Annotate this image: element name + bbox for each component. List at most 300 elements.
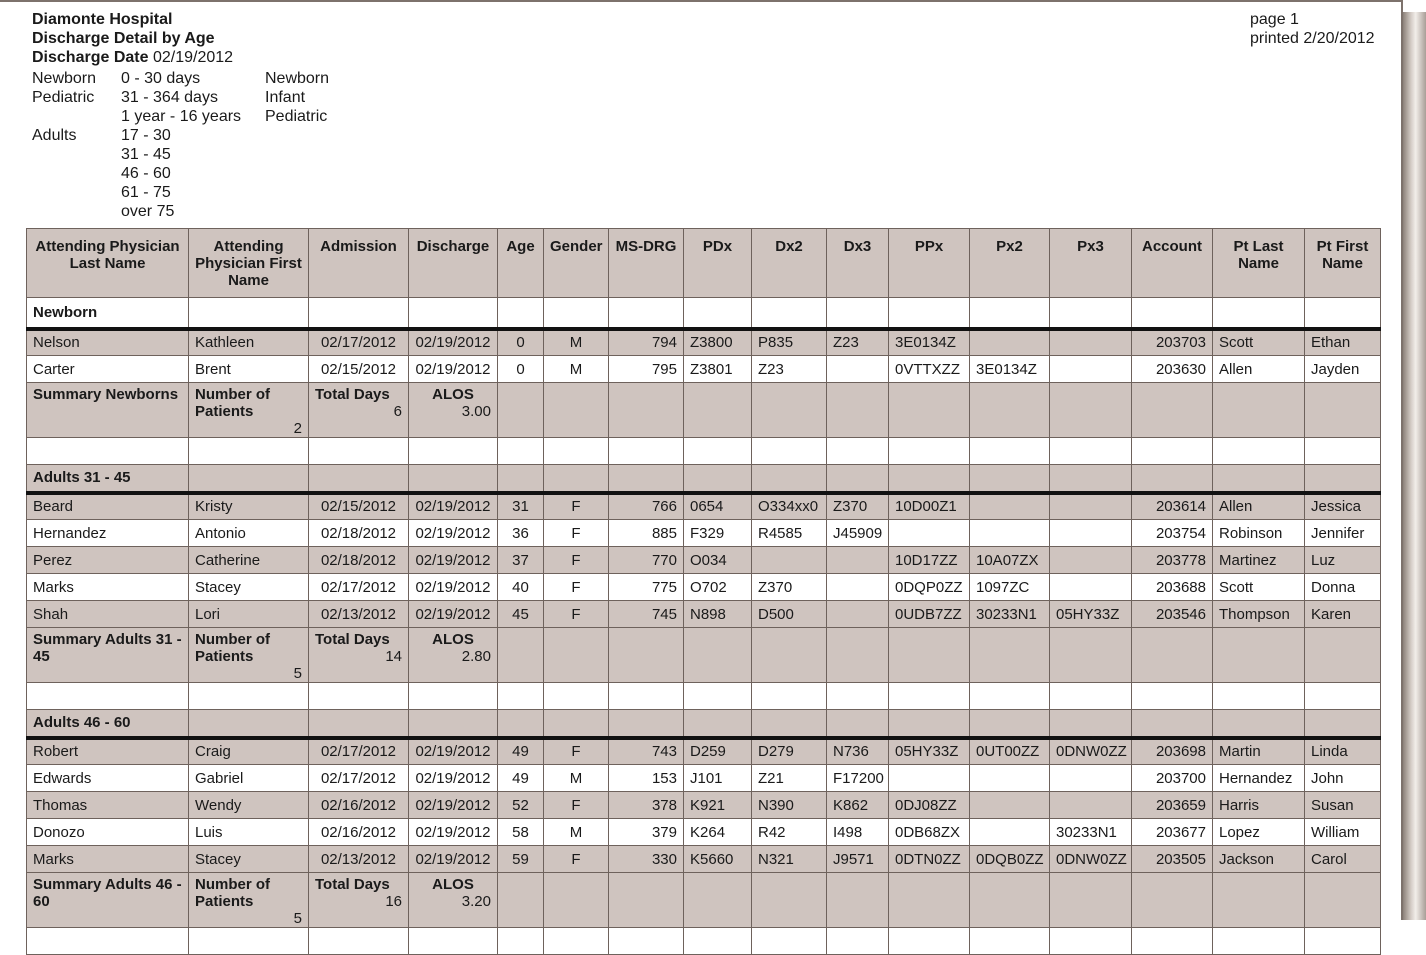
summary-row <box>27 628 1381 683</box>
table-cell: 02/18/2012 <box>309 547 409 574</box>
column-header: Px2 <box>970 229 1050 298</box>
empty-cell <box>409 710 498 738</box>
column-header: Dx2 <box>752 229 827 298</box>
empty-cell <box>889 628 970 683</box>
table-cell: K921 <box>684 792 752 819</box>
empty-cell <box>1213 683 1305 710</box>
empty-cell <box>752 873 827 928</box>
empty-cell <box>970 683 1050 710</box>
table-cell: 59 <box>498 846 544 873</box>
empty-cell <box>889 710 970 738</box>
table-cell: Ethan <box>1305 329 1381 356</box>
legend-range: 1 year - 16 years <box>121 108 242 125</box>
table-cell: 02/13/2012 <box>309 846 409 873</box>
table-cell: Craig <box>189 738 309 765</box>
empty-cell <box>1305 438 1381 465</box>
summary-label: Summary Adults 31 - 45 <box>27 628 189 683</box>
empty-cell <box>1213 298 1305 329</box>
table-cell: 203754 <box>1132 520 1213 547</box>
empty-cell <box>889 683 970 710</box>
empty-cell <box>889 873 970 928</box>
table-cell: 745 <box>609 601 684 628</box>
summary-row <box>27 383 1381 438</box>
table-cell: Z370 <box>827 493 889 520</box>
table-cell: Linda <box>1305 738 1381 765</box>
alos-label: ALOS <box>432 631 474 648</box>
empty-cell <box>1132 298 1213 329</box>
summary-row <box>27 873 1381 928</box>
table-cell: D500 <box>752 601 827 628</box>
table-cell: Martinez <box>1213 547 1305 574</box>
table-cell: Jennifer <box>1305 520 1381 547</box>
group-name: Adults 46 - 60 <box>27 710 189 738</box>
empty-cell <box>1305 873 1381 928</box>
column-header: PPx <box>889 229 970 298</box>
empty-cell <box>498 383 544 438</box>
discharge-table <box>26 228 1381 955</box>
page-info <box>1250 10 1375 48</box>
table-cell: 02/17/2012 <box>309 738 409 765</box>
empty-cell <box>27 438 189 465</box>
patients-count: 2 <box>293 420 302 437</box>
legend-range: 61 - 75 <box>121 184 171 201</box>
empty-cell <box>609 683 684 710</box>
empty-cell <box>1305 710 1381 738</box>
table-cell: 3E0134Z <box>970 356 1050 383</box>
empty-cell <box>498 465 544 493</box>
patients-label: Number of Patients <box>195 631 270 665</box>
table-cell: Gabriel <box>189 765 309 792</box>
empty-cell <box>752 298 827 329</box>
blank-row <box>27 683 1381 710</box>
empty-cell <box>752 683 827 710</box>
empty-cell <box>1213 873 1305 928</box>
column-header: PDx <box>684 229 752 298</box>
empty-cell <box>498 683 544 710</box>
legend-type: Infant <box>265 89 306 106</box>
table-cell: 378 <box>609 792 684 819</box>
table-cell: 02/19/2012 <box>409 547 498 574</box>
table-cell: Edwards <box>27 765 189 792</box>
empty-cell <box>189 438 309 465</box>
empty-cell <box>309 465 409 493</box>
legend-range: 0 - 30 days <box>121 70 201 87</box>
hospital-name: Diamonte Hospital <box>32 11 173 28</box>
table-cell: 153 <box>609 765 684 792</box>
table-cell: N736 <box>827 738 889 765</box>
table-cell: 0VTTXZZ <box>889 356 970 383</box>
table-cell: N390 <box>752 792 827 819</box>
legend-group: Newborn <box>32 70 97 87</box>
table-cell <box>970 819 1050 846</box>
empty-cell <box>827 628 889 683</box>
table-cell: 02/19/2012 <box>409 765 498 792</box>
table-cell: Allen <box>1213 356 1305 383</box>
empty-cell <box>544 683 609 710</box>
column-header-row <box>27 229 1381 298</box>
table-cell <box>970 329 1050 356</box>
table-cell: Stacey <box>189 574 309 601</box>
table-cell: F <box>544 493 609 520</box>
alos <box>409 873 498 928</box>
printed-date: printed 2/20/2012 <box>1250 30 1375 47</box>
table-row[interactable] <box>27 846 1381 873</box>
table-cell: 0DNW0ZZ <box>1050 738 1132 765</box>
table-cell <box>1050 765 1132 792</box>
table-cell: Nelson <box>27 329 189 356</box>
table-cell: 775 <box>609 574 684 601</box>
table-cell: 0DJ08ZZ <box>889 792 970 819</box>
table-cell: 49 <box>498 738 544 765</box>
empty-cell <box>684 383 752 438</box>
table-cell: William <box>1305 819 1381 846</box>
empty-cell <box>1132 928 1213 955</box>
table-cell: 203778 <box>1132 547 1213 574</box>
table-cell: Allen <box>1213 493 1305 520</box>
empty-cell <box>970 438 1050 465</box>
empty-cell <box>1132 438 1213 465</box>
total-days <box>309 628 409 683</box>
total-days-label: Total Days <box>315 631 390 648</box>
legend-range: over 75 <box>121 203 175 220</box>
empty-cell <box>1132 465 1213 493</box>
table-cell: K264 <box>684 819 752 846</box>
table-cell: Marks <box>27 574 189 601</box>
table-cell: 02/18/2012 <box>309 520 409 547</box>
number-of-patients <box>189 873 309 928</box>
table-cell: 0DTN0ZZ <box>889 846 970 873</box>
table-cell: 0DQB0ZZ <box>970 846 1050 873</box>
table-cell: F <box>544 520 609 547</box>
table-cell: 330 <box>609 846 684 873</box>
empty-cell <box>684 928 752 955</box>
table-cell: M <box>544 765 609 792</box>
legend-type: Pediatric <box>265 108 328 125</box>
table-cell <box>827 601 889 628</box>
table-cell: 885 <box>609 520 684 547</box>
empty-cell <box>1050 683 1132 710</box>
table-cell: 02/16/2012 <box>309 792 409 819</box>
table-cell: Hernandez <box>27 520 189 547</box>
empty-cell <box>309 710 409 738</box>
table-cell <box>1050 520 1132 547</box>
empty-cell <box>1132 683 1213 710</box>
table-cell: 203677 <box>1132 819 1213 846</box>
table-cell: 49 <box>498 765 544 792</box>
empty-cell <box>609 383 684 438</box>
table-cell: Lopez <box>1213 819 1305 846</box>
empty-cell <box>684 628 752 683</box>
empty-cell <box>409 928 498 955</box>
table-row[interactable] <box>27 792 1381 819</box>
empty-cell <box>827 873 889 928</box>
table-cell: R4585 <box>752 520 827 547</box>
empty-cell <box>544 298 609 329</box>
empty-cell <box>889 438 970 465</box>
group-header-row <box>27 298 1381 329</box>
table-cell: 30233N1 <box>1050 819 1132 846</box>
empty-cell <box>189 298 309 329</box>
table-cell <box>970 765 1050 792</box>
table-cell: Brent <box>189 356 309 383</box>
empty-cell <box>684 683 752 710</box>
table-cell: Carter <box>27 356 189 383</box>
empty-cell <box>1050 928 1132 955</box>
table-cell: Shah <box>27 601 189 628</box>
empty-cell <box>827 465 889 493</box>
table-cell: 02/17/2012 <box>309 329 409 356</box>
empty-cell <box>684 465 752 493</box>
table-cell: 58 <box>498 819 544 846</box>
empty-cell <box>189 683 309 710</box>
table-row[interactable] <box>27 601 1381 628</box>
empty-cell <box>544 928 609 955</box>
table-cell <box>1050 574 1132 601</box>
table-cell: 203703 <box>1132 329 1213 356</box>
table-cell: 37 <box>498 547 544 574</box>
table-cell: F <box>544 574 609 601</box>
table-cell: K862 <box>827 792 889 819</box>
empty-cell <box>498 710 544 738</box>
table-cell: 02/19/2012 <box>409 520 498 547</box>
column-header: Attending Physician First Name <box>189 229 309 298</box>
empty-cell <box>970 710 1050 738</box>
empty-cell <box>1305 465 1381 493</box>
column-header: Dx3 <box>827 229 889 298</box>
group-header-row <box>27 465 1381 493</box>
table-cell: 02/19/2012 <box>409 493 498 520</box>
empty-cell <box>684 873 752 928</box>
empty-cell <box>889 928 970 955</box>
table-cell: Martin <box>1213 738 1305 765</box>
empty-cell <box>1213 710 1305 738</box>
empty-cell <box>544 438 609 465</box>
table-cell: Donozo <box>27 819 189 846</box>
table-cell: F <box>544 547 609 574</box>
page-edge-top <box>1403 0 1426 12</box>
table-cell: 770 <box>609 547 684 574</box>
empty-cell <box>1050 383 1132 438</box>
table-cell: 203614 <box>1132 493 1213 520</box>
table-cell: 36 <box>498 520 544 547</box>
table-cell: M <box>544 819 609 846</box>
table-cell <box>827 547 889 574</box>
column-header: Pt Last Name <box>1213 229 1305 298</box>
table-cell: P835 <box>752 329 827 356</box>
table-cell: Susan <box>1305 792 1381 819</box>
table-cell: 0 <box>498 329 544 356</box>
table-cell: 3E0134Z <box>889 329 970 356</box>
legend-group: Pediatric <box>32 89 95 106</box>
table-row[interactable] <box>27 765 1381 792</box>
table-cell: 0 <box>498 356 544 383</box>
empty-cell <box>827 298 889 329</box>
empty-cell <box>1050 465 1132 493</box>
table-cell: O334xx0 <box>752 493 827 520</box>
empty-cell <box>827 928 889 955</box>
table-cell: 31 <box>498 493 544 520</box>
legend-range: 31 - 45 <box>121 146 171 163</box>
empty-cell <box>609 465 684 493</box>
empty-cell <box>1213 465 1305 493</box>
empty-cell <box>609 710 684 738</box>
empty-cell <box>409 683 498 710</box>
table-row[interactable] <box>27 547 1381 574</box>
empty-cell <box>970 628 1050 683</box>
table-cell <box>889 520 970 547</box>
table-cell: 203688 <box>1132 574 1213 601</box>
table-cell: 795 <box>609 356 684 383</box>
table-cell: Scott <box>1213 574 1305 601</box>
table-row[interactable] <box>27 356 1381 383</box>
table-cell: F329 <box>684 520 752 547</box>
empty-cell <box>889 465 970 493</box>
table-cell: Z3801 <box>684 356 752 383</box>
empty-cell <box>1050 873 1132 928</box>
empty-cell <box>889 383 970 438</box>
empty-cell <box>827 438 889 465</box>
table-cell: R42 <box>752 819 827 846</box>
table-cell: Thomas <box>27 792 189 819</box>
table-cell: 02/19/2012 <box>409 819 498 846</box>
table-cell: Kathleen <box>189 329 309 356</box>
empty-cell <box>609 438 684 465</box>
empty-cell <box>498 873 544 928</box>
table-cell: Thompson <box>1213 601 1305 628</box>
empty-cell <box>752 465 827 493</box>
empty-cell <box>409 438 498 465</box>
table-cell: 02/15/2012 <box>309 493 409 520</box>
empty-cell <box>827 383 889 438</box>
empty-cell <box>1050 298 1132 329</box>
empty-cell <box>1132 710 1213 738</box>
empty-cell <box>544 628 609 683</box>
table-cell: J101 <box>684 765 752 792</box>
table-cell: 05HY33Z <box>1050 601 1132 628</box>
patients-count: 5 <box>293 910 302 927</box>
patients-label: Number of Patients <box>195 386 270 420</box>
table-cell: F17200 <box>827 765 889 792</box>
empty-cell <box>970 383 1050 438</box>
table-cell: 10D17ZZ <box>889 547 970 574</box>
empty-cell <box>498 628 544 683</box>
table-cell: Harris <box>1213 792 1305 819</box>
empty-cell <box>1305 298 1381 329</box>
empty-cell <box>1050 438 1132 465</box>
table-cell: Robert <box>27 738 189 765</box>
table-cell: J9571 <box>827 846 889 873</box>
table-cell: Robinson <box>1213 520 1305 547</box>
table-cell: F <box>544 601 609 628</box>
total-days <box>309 383 409 438</box>
table-cell: 203505 <box>1132 846 1213 873</box>
table-row[interactable] <box>27 493 1381 520</box>
table-cell: Z370 <box>752 574 827 601</box>
table-cell: 0DB68ZX <box>889 819 970 846</box>
empty-cell <box>684 710 752 738</box>
table-cell: Stacey <box>189 846 309 873</box>
table-cell <box>1050 493 1132 520</box>
alos <box>409 383 498 438</box>
table-cell: 0UDB7ZZ <box>889 601 970 628</box>
empty-cell <box>970 465 1050 493</box>
empty-cell <box>544 383 609 438</box>
empty-cell <box>752 928 827 955</box>
table-row[interactable] <box>27 574 1381 601</box>
empty-cell <box>409 465 498 493</box>
table-cell: John <box>1305 765 1381 792</box>
table-cell: Jayden <box>1305 356 1381 383</box>
table-cell: Z21 <box>752 765 827 792</box>
empty-cell <box>1213 928 1305 955</box>
table-cell: 02/13/2012 <box>309 601 409 628</box>
table-cell: F <box>544 738 609 765</box>
empty-cell <box>827 683 889 710</box>
group-name: Newborn <box>27 298 189 329</box>
empty-cell <box>1050 710 1132 738</box>
table-row[interactable] <box>27 738 1381 765</box>
empty-cell <box>1305 628 1381 683</box>
table-cell: 203630 <box>1132 356 1213 383</box>
column-header: Px3 <box>1050 229 1132 298</box>
column-header: Gender <box>544 229 609 298</box>
table-cell: Hernandez <box>1213 765 1305 792</box>
table-cell: 02/17/2012 <box>309 574 409 601</box>
summary-label: Summary Newborns <box>27 383 189 438</box>
table-cell: K5660 <box>684 846 752 873</box>
table-row[interactable] <box>27 819 1381 846</box>
table-cell: 10A07ZX <box>970 547 1050 574</box>
column-header: Account <box>1132 229 1213 298</box>
table-cell: 794 <box>609 329 684 356</box>
empty-cell <box>609 298 684 329</box>
empty-cell <box>544 873 609 928</box>
table-cell <box>970 520 1050 547</box>
legend-group: Adults <box>32 127 77 144</box>
total-days-value: 14 <box>385 648 402 665</box>
table-cell: Marks <box>27 846 189 873</box>
empty-cell <box>1305 683 1381 710</box>
page-edge-shadow <box>1403 12 1426 920</box>
table-cell <box>827 356 889 383</box>
table-row[interactable] <box>27 520 1381 547</box>
empty-cell <box>409 298 498 329</box>
total-days-value: 16 <box>385 893 402 910</box>
discharge-date-label: Discharge Date <box>32 49 149 66</box>
empty-cell <box>752 438 827 465</box>
table-body <box>27 298 1381 955</box>
empty-cell <box>544 465 609 493</box>
table-row[interactable] <box>27 329 1381 356</box>
table-cell: Kristy <box>189 493 309 520</box>
table-cell: 40 <box>498 574 544 601</box>
total-days-label: Total Days <box>315 386 390 403</box>
empty-cell <box>498 928 544 955</box>
table-cell: 02/19/2012 <box>409 601 498 628</box>
page-number: page 1 <box>1250 11 1299 28</box>
table-cell: 203659 <box>1132 792 1213 819</box>
table-cell: Carol <box>1305 846 1381 873</box>
table-cell: 02/19/2012 <box>409 792 498 819</box>
empty-cell <box>1213 628 1305 683</box>
alos <box>409 628 498 683</box>
empty-cell <box>889 298 970 329</box>
empty-cell <box>1305 383 1381 438</box>
empty-cell <box>27 683 189 710</box>
table-cell: N898 <box>684 601 752 628</box>
table-cell: I498 <box>827 819 889 846</box>
table-cell: O702 <box>684 574 752 601</box>
